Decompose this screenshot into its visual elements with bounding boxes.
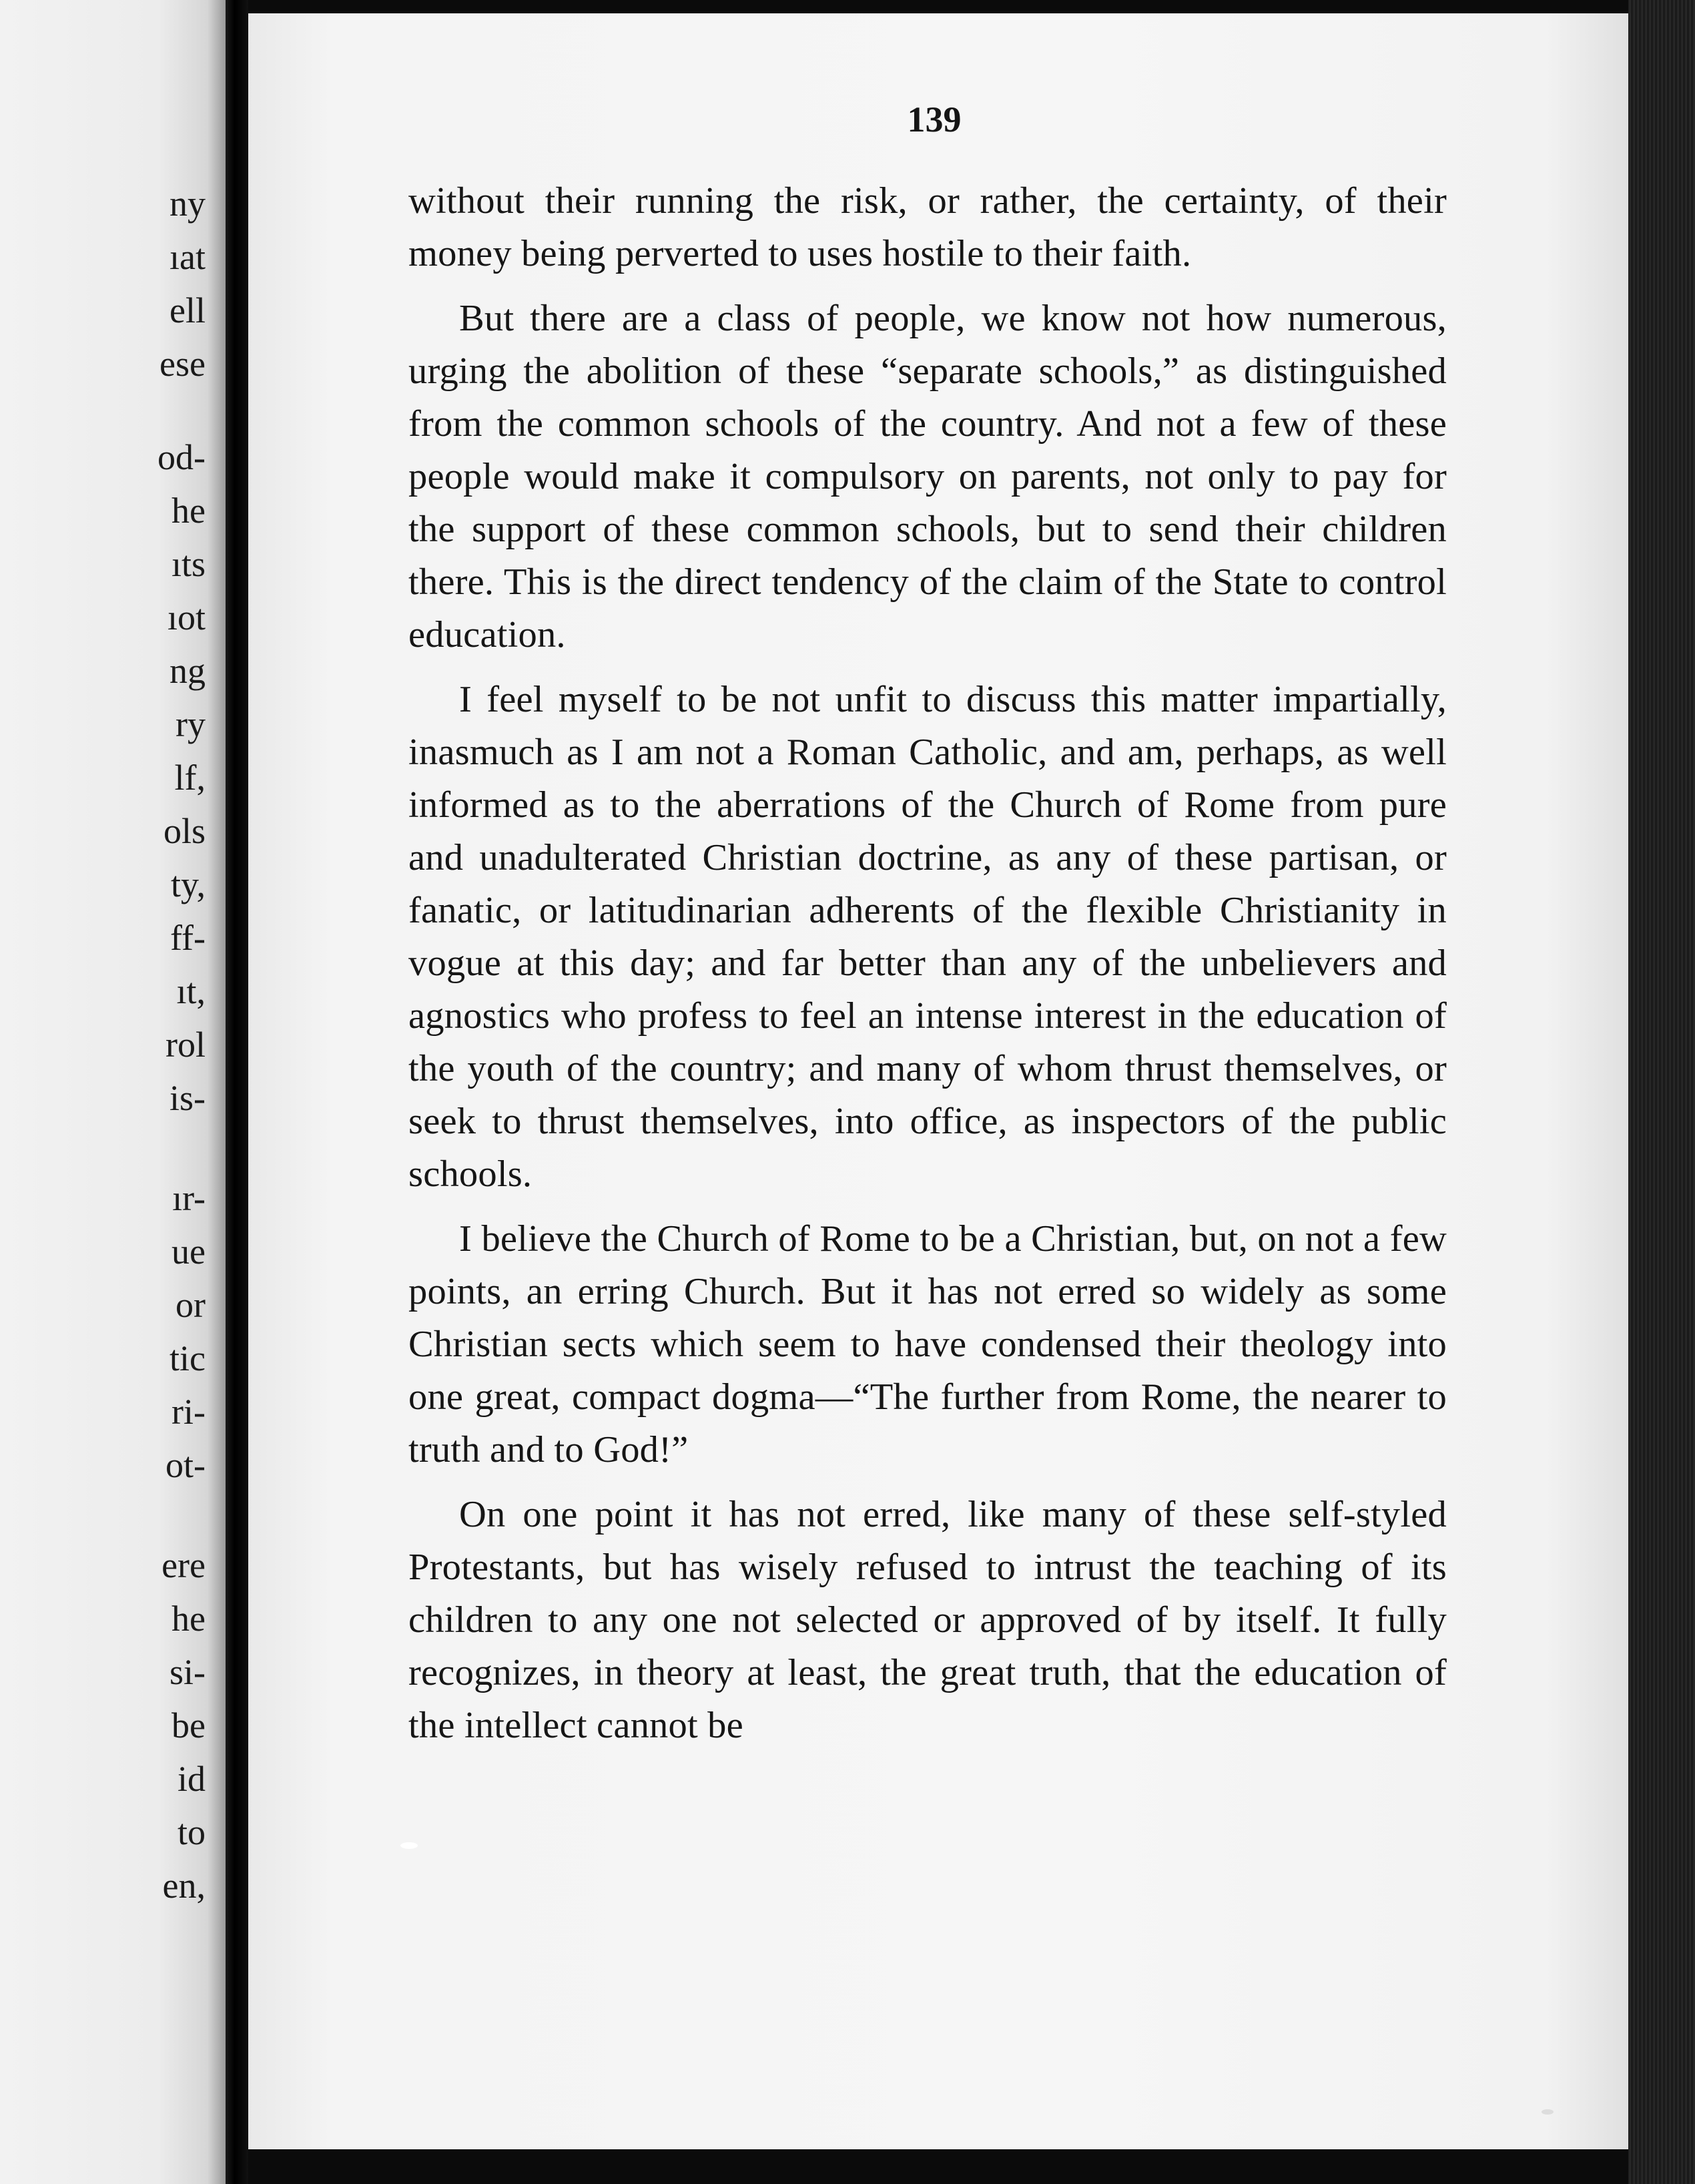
facing-page-fragment: he <box>172 491 206 531</box>
facing-page-fragment: id <box>177 1759 206 1799</box>
paragraph: But there are a class of people, we know not how numerous, urging the abolition of these “separate schools,” as distinguished from the common schools of the country. And not a few of these people would make it compulsory on parents, not only to pay for the support of these common schools, but to send their children there. This is the direct tendency of the claim of the State to control education. <box>408 298 1447 655</box>
page-number: 139 <box>907 99 962 140</box>
facing-page-fragment: ıat <box>170 237 206 277</box>
facing-page-fragment: ır- <box>172 1178 206 1218</box>
paragraph: On one point it has not erred, like many of these self-styled Protestants, but has wisely refused to intrust the teaching of its children to any one not selected or approved of by itself. It fully recognizes, in theory at least, the great truth, that the education of the intellect cannot be <box>408 1494 1447 1746</box>
facing-page-fragment: ty, <box>171 864 206 904</box>
paragraph: I feel myself to be not unfit to discuss this matter impartially, inasmuch as I am not a Roman Catholic, and am, perhaps, as well informed as to the aberrations of the Church of Rome from pure and unadulterated Christian doctrine, as any of these partisan, or fanatic, or latitudinarian adherents of the flexible Christianity in vogue at this day; and far better than any of the unbelievers and agnostics who profess to feel an intense interest in the education of the youth of the country; and many of whom thrust themselves, or seek to thrust themselves, into office, as inspectors of the public schools. <box>408 679 1447 1195</box>
facing-page-fragment: ue <box>172 1232 206 1272</box>
facing-page-fragment: tic <box>170 1338 206 1378</box>
page-edges <box>1628 0 1695 2184</box>
facing-page-fragment: ese <box>159 344 206 384</box>
facing-page-fragment: ry <box>176 704 206 744</box>
facing-page-fragment: ıot <box>167 597 206 637</box>
facing-page-fragment: ell <box>170 290 206 330</box>
facing-page-fragment: lf, <box>174 758 206 798</box>
facing-page-fragment: ot- <box>165 1445 206 1485</box>
facing-page-fragment: or <box>176 1285 206 1325</box>
facing-page-fragment: ng <box>170 651 206 691</box>
facing-page-fragment: he <box>172 1599 206 1639</box>
facing-page-fragment: ri- <box>172 1392 206 1432</box>
paragraph: I believe the Church of Rome to be a Christian, but, on not a few points, an erring Church. But it has not erred so widely as some Christian sects which seem to have condensed their theology into one great, compact dogma—“The further from Rome, the nearer to truth and to God!” <box>408 1218 1447 1470</box>
book-gutter <box>226 0 248 2184</box>
facing-page-fragment: rol <box>165 1025 206 1065</box>
facing-page-fragment: is- <box>170 1078 206 1118</box>
facing-page-fragment: ff- <box>170 918 206 958</box>
scan-speck <box>400 1842 418 1849</box>
facing-page-fragment: ıt, <box>176 971 206 1011</box>
facing-page-fragment: si- <box>170 1652 206 1692</box>
facing-page-fragment: be <box>172 1705 206 1745</box>
facing-page-fragment: ny <box>170 184 206 224</box>
facing-page-edge <box>0 0 226 2184</box>
facing-page-fragment: en, <box>162 1866 206 1906</box>
facing-page-fragment: ıts <box>171 544 206 584</box>
facing-page-fragment: ols <box>163 811 206 851</box>
page-body <box>408 175 1447 1764</box>
scan-speck <box>1542 2109 1554 2115</box>
paragraph: without their running the risk, or rather, the certainty, of their money being perverted to uses hostile to their faith. <box>408 180 1447 274</box>
facing-page-fragment: ere <box>161 1545 206 1585</box>
facing-page-fragment: od- <box>157 437 206 477</box>
facing-page-fragment: to <box>177 1812 206 1852</box>
